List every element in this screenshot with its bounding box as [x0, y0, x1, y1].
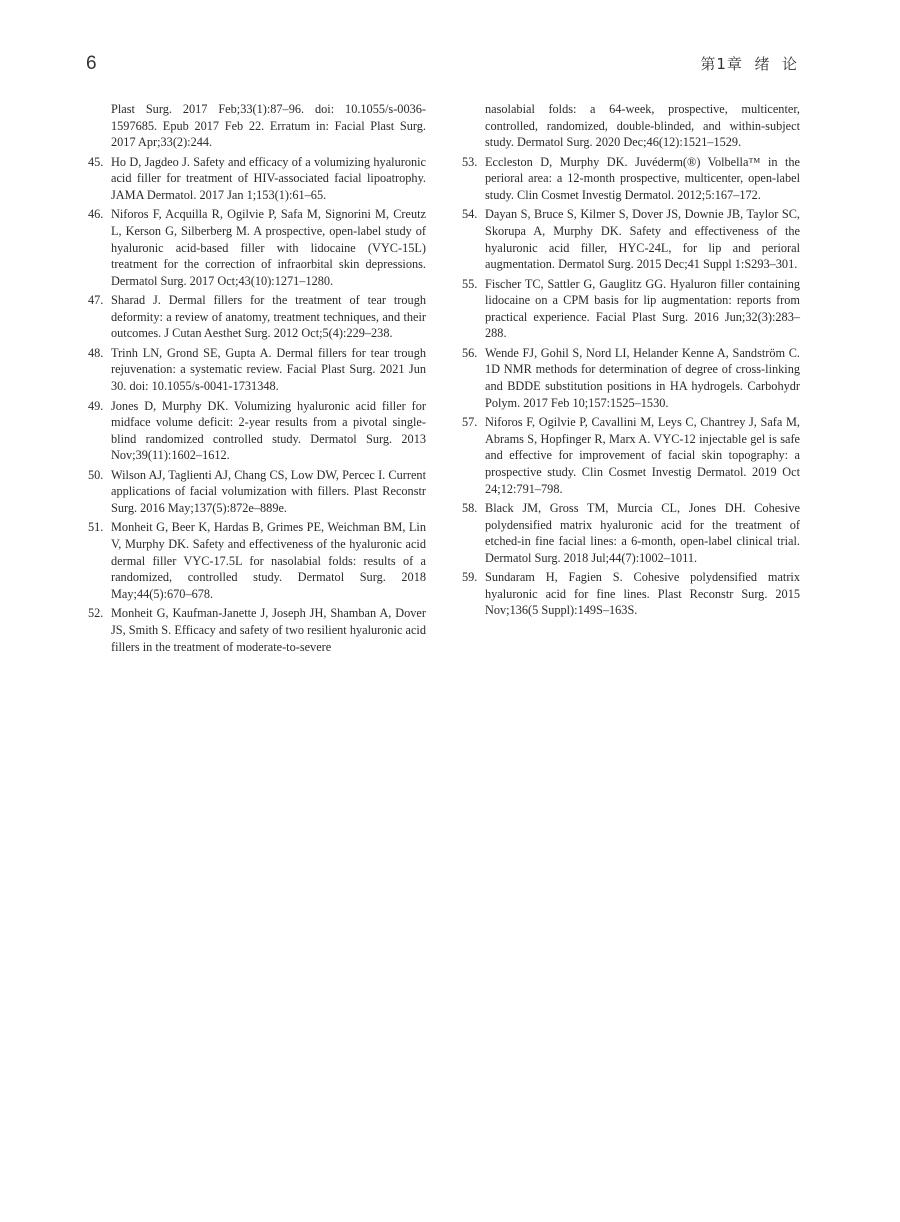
reference-entry — [88, 519, 426, 602]
reference-number: 59. — [462, 570, 478, 585]
reference-text: Plast Surg. 2017 Feb;33(1):87–96. doi: 10.1055/s-0036-1597685. Epub 2017 Feb 22. Erratum in: Facial Plast Surg. 2017 Apr;33(2):244. — [111, 102, 426, 150]
reference-text: Fischer TC, Sattler G, Gauglitz GG. Hyaluron filler containing lidocaine on a CPM basis for lip augmentation: reports from practical experience. Facial Plast Surg. 2016 Jun;32(3):283–288. — [485, 276, 800, 341]
references-column-left — [88, 101, 426, 658]
reference-number: 57. — [462, 415, 478, 430]
reference-entry — [88, 398, 426, 464]
chapter-header: 第1章 绪 论 — [700, 55, 798, 73]
reference-number: 58. — [462, 501, 478, 515]
reference-number: 48. — [88, 345, 104, 360]
reference-entry — [88, 605, 426, 655]
reference-number: 54. — [462, 207, 478, 222]
reference-text: nasolabial folds: a 64-week, prospective, multicenter, controlled, randomized, double-blinded, and within-subject study. Dermatol Surg. 2020 Dec;46(12):1521–1529. — [485, 102, 800, 150]
reference-entry — [88, 206, 426, 289]
reference-number: 55. — [462, 276, 478, 291]
reference-text: Wilson AJ, Taglienti AJ, Chang CS, Low DW, Percec I. Current applications of facial volumization with fillers. Plast Reconstr Surg. 2016 May;137(5):872e–889e. — [111, 467, 426, 515]
reference-number: 45. — [88, 154, 104, 169]
reference-entry — [462, 345, 800, 411]
reference-text: Ho D, Jagdeo J. Safety and efficacy of a volumizing hyaluronic acid filler for treatment of HIV-associated facial lipoatrophy. JAMA Dermatol. 2017 Jan 1;153(1):61–65. — [111, 154, 426, 202]
reference-entry — [88, 154, 426, 204]
reference-text: Monheit G, Kaufman-Janette J, Joseph JH, Shamban A, Dover JS, Smith S. Efficacy and safety of two resilient hyaluronic acid fillers in the treatment of moderate-to-severe — [111, 606, 426, 654]
reference-number: 51. — [88, 520, 104, 535]
reference-entry — [462, 569, 800, 619]
reference-entry — [88, 345, 426, 395]
reference-text: Sundaram H, Fagien S. Cohesive polydensified matrix hyaluronic acid for fine lines. Plast Reconstr Surg. 2015 Nov;136(5 Suppl):149S–163S. — [485, 570, 800, 618]
reference-number: 46. — [88, 207, 104, 222]
reference-number: 47. — [88, 293, 104, 308]
reference-entry — [88, 101, 426, 151]
reference-entry — [462, 500, 800, 566]
reference-text: Monheit G, Beer K, Hardas B, Grimes PE, Weichman BM, Lin V, Murphy DK. Safety and effectiveness of the hyaluronic acid dermal filler VYC-17.5L for nasolabial folds: results of a randomized, controlled study. Dermatol Surg. 2018 May;44(5):670–678. — [111, 520, 426, 601]
reference-number: 53. — [462, 154, 478, 169]
reference-entry — [462, 154, 800, 204]
reference-entry — [462, 414, 800, 497]
reference-number: 50. — [88, 467, 104, 482]
reference-text: Wende FJ, Gohil S, Nord LI, Helander Kenne A, Sandström C. 1D NMR methods for determination of degree of cross-linking and BDDE substitution positions in HA hydrogels. Carbohydr Polym. 2017 Feb 10;157:1525–1530. — [485, 345, 800, 410]
reference-entry — [88, 467, 426, 517]
reference-number: 49. — [88, 398, 104, 413]
reference-text: Niforos F, Acquilla R, Ogilvie P, Safa M, Signorini M, Creutz L, Kerson G, Silberberg M. A prospective, open-label study of hyaluronic acid-based filler with lidocaine (VYC-15L) treatment for the correction of infraorbital skin depressions. Dermatol Surg. 2017 Oct;43(10):1271–1280. — [111, 207, 426, 288]
reference-text: Dayan S, Bruce S, Kilmer S, Dover JS, Downie JB, Taylor SC, Skorupa A, Murphy DK. Safety and effectiveness of the hyaluronic acid filler, HYC-24L, for lip and perioral augmentation. Dermatol Surg. 2015 Dec;41 Suppl 1:S293–301. — [485, 207, 800, 272]
reference-entry — [88, 292, 426, 342]
reference-text: Eccleston D, Murphy DK. Juvéderm(®) Volbella™ in the perioral area: a 12-month prospective, multicenter, open-label study. Clin Cosmet Investig Dermatol. 2012;5:167–172. — [485, 154, 800, 202]
reference-text: Black JM, Gross TM, Murcia CL, Jones DH. Cohesive polydensified matrix hyaluronic acid for the treatment of etched-in fine facial lines: a 6-month, open-label clinical trial. Dermatol Surg. 2018 Jul;44(7):1002–1011. — [485, 501, 800, 565]
reference-text: Niforos F, Ogilvie P, Cavallini M, Leys C, Chantrey J, Safa M, Abrams S, Hopfinger R, Marx A. VYC-12 injectable gel is safe and effective for improvement of facial skin topography: a prospective study. Clin Cosmet Investig Dermatol. 2019 Oct 24;12:791–798. — [485, 415, 800, 496]
references-column-right — [462, 101, 800, 622]
reference-entry — [462, 206, 800, 272]
reference-number: 52. — [88, 606, 104, 621]
reference-number: 56. — [462, 345, 478, 360]
reference-text: Sharad J. Dermal fillers for the treatment of tear trough deformity: a review of anatomy, treatment techniques, and their outcomes. J Cutan Aesthet Surg. 2012 Oct;5(4):229–238. — [111, 293, 426, 341]
reference-entry — [462, 101, 800, 151]
reference-entry — [462, 276, 800, 342]
reference-text: Trinh LN, Grond SE, Gupta A. Dermal fillers for tear trough rejuvenation: a systematic review. Facial Plast Surg. 2021 Jun 30. doi: 10.1055/s-0041-1731348. — [111, 345, 426, 394]
page-number: 6 — [86, 53, 97, 74]
reference-text: Jones D, Murphy DK. Volumizing hyaluronic acid filler for midface volume deficit: 2-year results from a pivotal single-blind randomized controlled study. Dermatol Surg. 2013 Nov;39(11):1602–1612. — [111, 398, 426, 463]
